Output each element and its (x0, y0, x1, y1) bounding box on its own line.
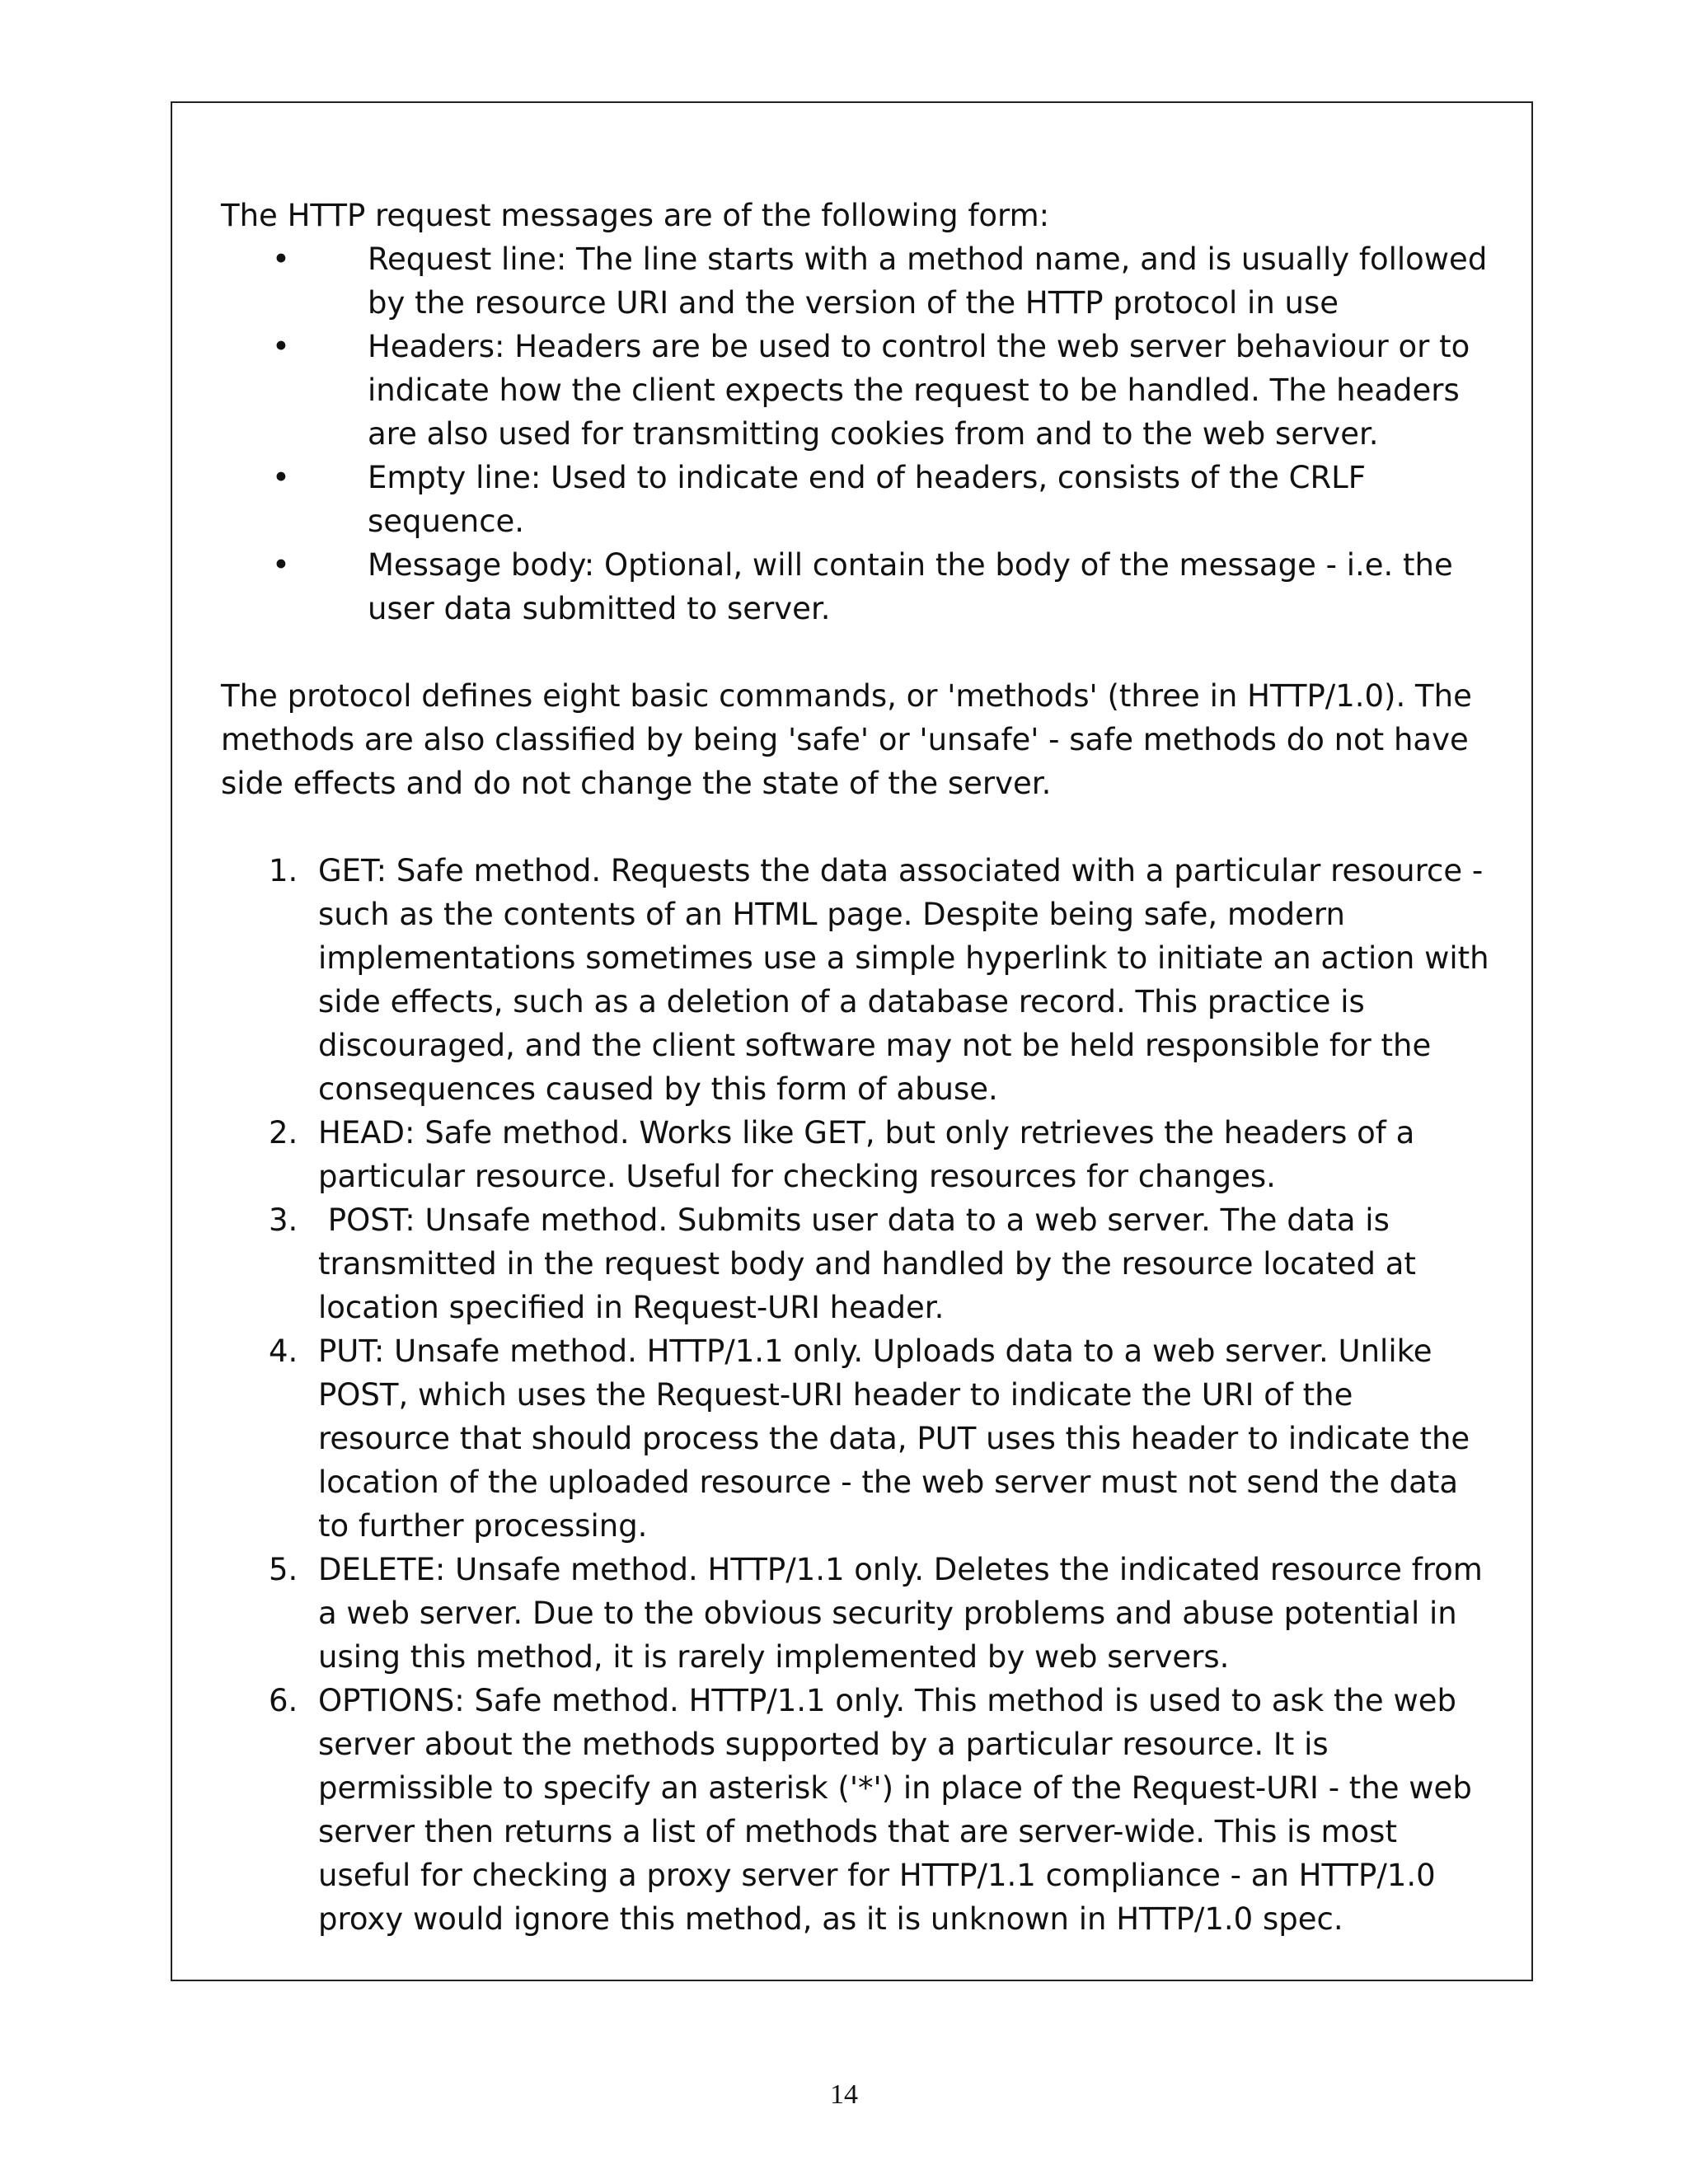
bullet-icon: • (272, 241, 290, 277)
document-body (221, 194, 1490, 1941)
intro-paragraph: The HTTP request messages are of the following form: (221, 198, 1050, 233)
method-item-delete: 5. DELETE: Unsafe method. HTTP/1.1 only. Deletes the indicated resource from a web server. Due to the obvious security problems and abuse potential in using this method, it is rarely implemented by web servers. (221, 1548, 1490, 1679)
spacer (221, 805, 1490, 849)
methods-list (221, 849, 1490, 1941)
method-item-get: 1. GET: Safe method. Requests the data associated with a particular resource - such as the contents of an HTML page. Despite being safe, modern implementations sometimes use a simple hyperlink to initiate an action with side effects, such as a deletion of a database record. This practice is discouraged, and the client software may not be held responsible for the consequences caused by this form of abuse. (221, 849, 1490, 1111)
method-item-head: 2. HEAD: Safe method. Works like GET, but only retrieves the headers of a particular resource. Useful for checking resources for changes. (221, 1111, 1490, 1198)
method-item-put: 4. PUT: Unsafe method. HTTP/1.1 only. Uploads data to a web server. Unlike POST, which uses the Request-URI header to indicate the URI of the resource that should process the data, PUT uses this header to indicate the location of the uploaded resource - the web server must not send the data to further processing. (221, 1329, 1490, 1548)
list-number: 2. (269, 1115, 298, 1151)
list-item: • Headers: Headers are be used to control the web server behaviour or to indicate how the client expects the request to be handled. The headers are also used for transmitting cookies from and to the web server. (221, 325, 1490, 456)
list-number: 3. (269, 1202, 298, 1238)
bullet-icon: • (272, 329, 290, 364)
bullet-icon: • (272, 547, 290, 583)
list-number: 6. (269, 1683, 298, 1718)
list-number: 4. (269, 1333, 298, 1369)
list-item: • Message body: Optional, will contain the body of the message - i.e. the user data submitted to server. (221, 543, 1490, 630)
bullet-icon: • (272, 460, 290, 495)
spacer (221, 630, 1490, 674)
list-item: • Request line: The line starts with a method name, and is usually followed by the resource URI and the version of the HTTP protocol in use (221, 237, 1490, 325)
page-number: 14 (830, 2079, 858, 2110)
list-number: 1. (269, 853, 298, 888)
request-parts-list (221, 237, 1490, 630)
method-item-post: 3. POST: Unsafe method. Submits user data to a web server. The data is transmitted in the request body and handled by the resource located at location specified in Request-URI header. (221, 1198, 1490, 1329)
list-item: • Empty line: Used to indicate end of headers, consists of the CRLF sequence. (221, 456, 1490, 543)
list-number: 5. (269, 1552, 298, 1587)
methods-intro-paragraph: The protocol defines eight basic commands, or 'methods' (three in HTTP/1.0). The methods are also classified by being 'safe' or 'unsafe' - safe methods do not have side effects and do not change the state of the server. (221, 678, 1472, 801)
method-item-options: 6. OPTIONS: Safe method. HTTP/1.1 only. This method is used to ask the web server about the methods supported by a particular resource. It is permissible to specify an asterisk ('*') in place of the Request-URI - the web server then returns a list of methods that are server-wide. This is most useful for checking a proxy server for HTTP/1.1 compliance - an HTTP/1.0 proxy would ignore this method, as it is unknown in HTTP/1.0 spec. (221, 1679, 1490, 1941)
